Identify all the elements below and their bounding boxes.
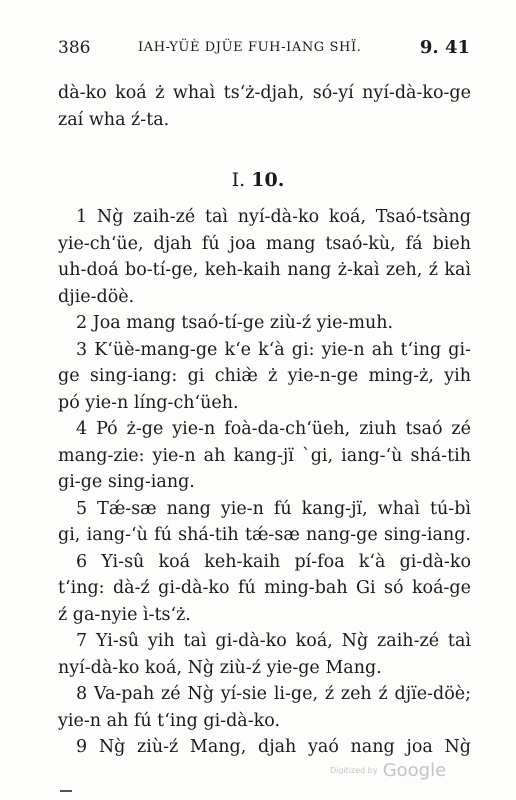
verse-line: djie-döè. [58,286,135,307]
page-number: 386 [58,38,91,58]
section-roman: I. [231,169,246,191]
verse-line: 6 Yi-sû koá keh-kaih pí-foa k‘à gi-dà-ko [76,551,471,572]
verse-line: 3 K‘üè-mang-ge k‘e k‘à gi: yie-n ah t‘ing gi- [76,339,471,360]
watermark-caption: Digitized by [330,766,378,775]
digitized-watermark [330,760,446,781]
verse-line: 4 Pó ż-ge yie-n foà-da-ch‘üeh, ziuh tsaó zé [76,419,471,439]
verse-line: gi, iang-‘ù fú shá-tih tǽ-sæ nang-ge sing-iang. [58,525,471,545]
footer-rule [60,790,72,792]
verse-line: nyí-dà-ko koá, Ng̀ ziù-ź yie-ge Mang. [58,657,382,678]
verse-line: 5 Tǽ-sæ nang yie-n fú kang-jï, whaì tú-bì [76,498,471,519]
section-number: 10. [251,169,285,191]
verse-line: ź ga-nyie ì-ts‘ż. [58,604,191,625]
page-header [58,38,470,62]
verse-line: ge sing-iang: gi chiæ̀ ż yie-n-ge ming-ż, yih [58,366,471,386]
running-title: IAH-YÜÈ DJÜE FUH-IANG SHÏ. [138,40,362,55]
verse-line: 9 Ng̀ ziù-ź Mang, djah yaó nang joa Ng̀ [76,737,471,757]
verse-line: gi-ge sing-iang. [58,472,195,492]
chapter-reference: 9. 41 [419,37,470,58]
text-line: dà-ko koá ż whaì ts‘ż-djah, só-yí nyí-dà-ko-ge [58,83,471,103]
verse-line: t‘ing: dà-ź gi-dà-ko fú ming-bah Gi só koá-ge [58,578,471,598]
verse-line: 2 Joa mang tsaó-tí-ge ziù-ź yie-muh. [76,313,394,333]
verse-line: pó yie-n líng-ch‘üeh. [58,392,239,413]
verse-line: 8 Va-pah zé Ng̀ yí-sie li-ge, ź zeh ź djïe-döè; [76,684,471,704]
intro-paragraph [58,80,471,133]
text-line: zaí wha ź-ta. [58,109,170,130]
verse-line: 1 Ng̀ zaih-zé taì nyí-dà-ko koá, Tsaó-tsàng [76,207,471,227]
verse-line: yie-n ah fú t‘ing gi-dà-ko. [58,710,281,731]
verse-line: yie-ch‘üe, djah fú joa mang tsaó-kù, fá bieh [58,233,471,254]
verse-line: 7 Yi-sû yih taì gi-dà-ko koá, Ng̀ zaih-zé taì [76,631,471,651]
verse-text [58,204,471,761]
verse-line: uh-doá bo-tí-ge, keh-kaih nang ż-kaì zeh, ź kaì [58,260,471,280]
verse-line: mang-zie: yie-n ah kang-jï `gi, iang-‘ù shá-tih [58,445,471,466]
section-heading [0,169,516,191]
google-logo: Google [382,760,447,781]
